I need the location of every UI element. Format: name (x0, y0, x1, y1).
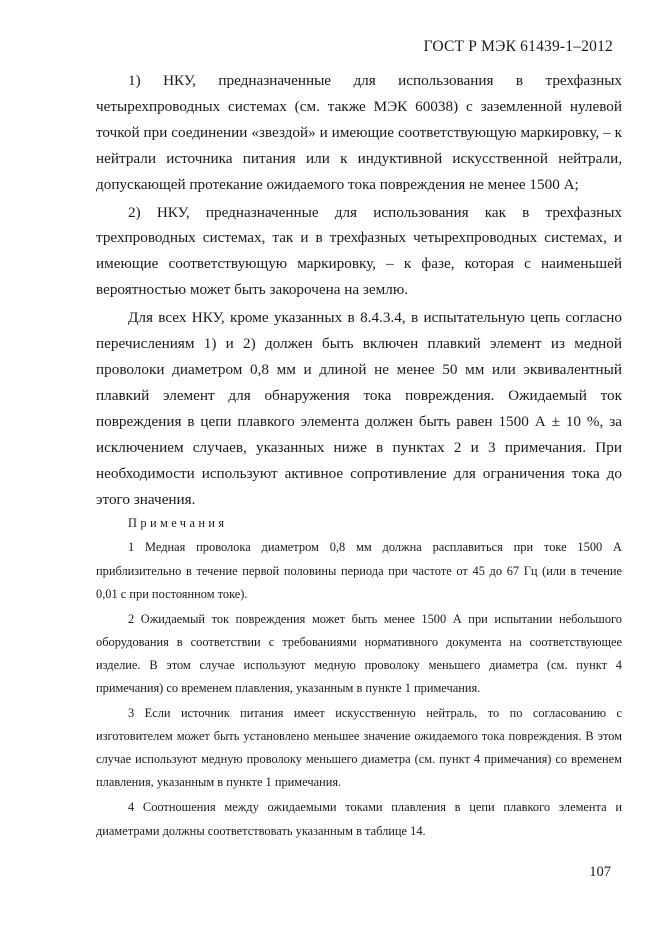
page-number: 107 (589, 864, 611, 880)
paragraph-main-requirement: Для всех НКУ, кроме указанных в 8.4.3.4, в испытательную цепь согласно перечислениям 1) и 2) должен быть включен плавкий элемент из медной проволоки диаметром 0,8 мм и длиной не менее 50 мм или эквивалентный плавкий элемент для обнаружения тока повреждения. Ожидаемый ток повреждения в цепи плавкого элемента должен быть равен 1500 А ± 10 %, за исключением случаев, указанных ниже в пунктах 2 и 3 примечания. При необходимости используют активное сопротивление для ограничения тока до этого значения. (96, 309, 622, 508)
notes-title: Примечания (128, 516, 228, 531)
paragraph-item-1: 1) НКУ, предназначенные для использования в трехфазных четырехпроводных системах (см. также МЭК 60038) с заземленной нулевой точкой при соединении «звездой» и имеющие соответствующую маркировку, – к нейтрали источника питания или к индуктивной искусственной нейтрали, допускающей протекание ожидаемого тока повреждения не менее 1500 А; (96, 72, 622, 193)
page-body (96, 68, 622, 845)
note-4: 4 Соотношения между ожидаемыми токами плавления в цепи плавкого элемента и диаметрами должны соответствовать указанным в таблице 14. (96, 800, 622, 838)
paragraph-item-2: 2) НКУ, предназначенные для использования как в трехфазных трехпроводных системах, так и в трехфазных четырехпроводных системах, и имеющие соответствующую маркировку, – к фазе, которая с наименьшей вероятностью может быть закорочена на землю. (96, 203, 622, 299)
document-header: ГОСТ Р МЭК 61439-1–2012 (423, 38, 613, 55)
note-2: 2 Ожидаемый ток повреждения может быть менее 1500 А при испытании небольшого оборудования в соответствии с требованиями нормативного документа на соответствующее изделие. В этом случае используют медную проволоку меньшего диаметра (см. пункт 4 примечания) со временем плавления, указанным в пункте 1 примечания. (96, 611, 622, 695)
note-1: 1 Медная проволока диаметром 0,8 мм должна расплавиться при токе 1500 А приблизительно в течение первой половины периода при частоте от 45 до 67 Гц (или в течение 0,01 с при постоянном токе). (96, 540, 622, 601)
note-3: 3 Если источник питания имеет искусственную нейтраль, то по согласованию с изготовителем может быть установлено меньшее значение ожидаемого тока повреждения. В этом случае используют медную проволоку меньшего диаметра (см. пункт 4 примечания) со временем плавления, указанным в пункте 1 примечания. (96, 706, 622, 790)
